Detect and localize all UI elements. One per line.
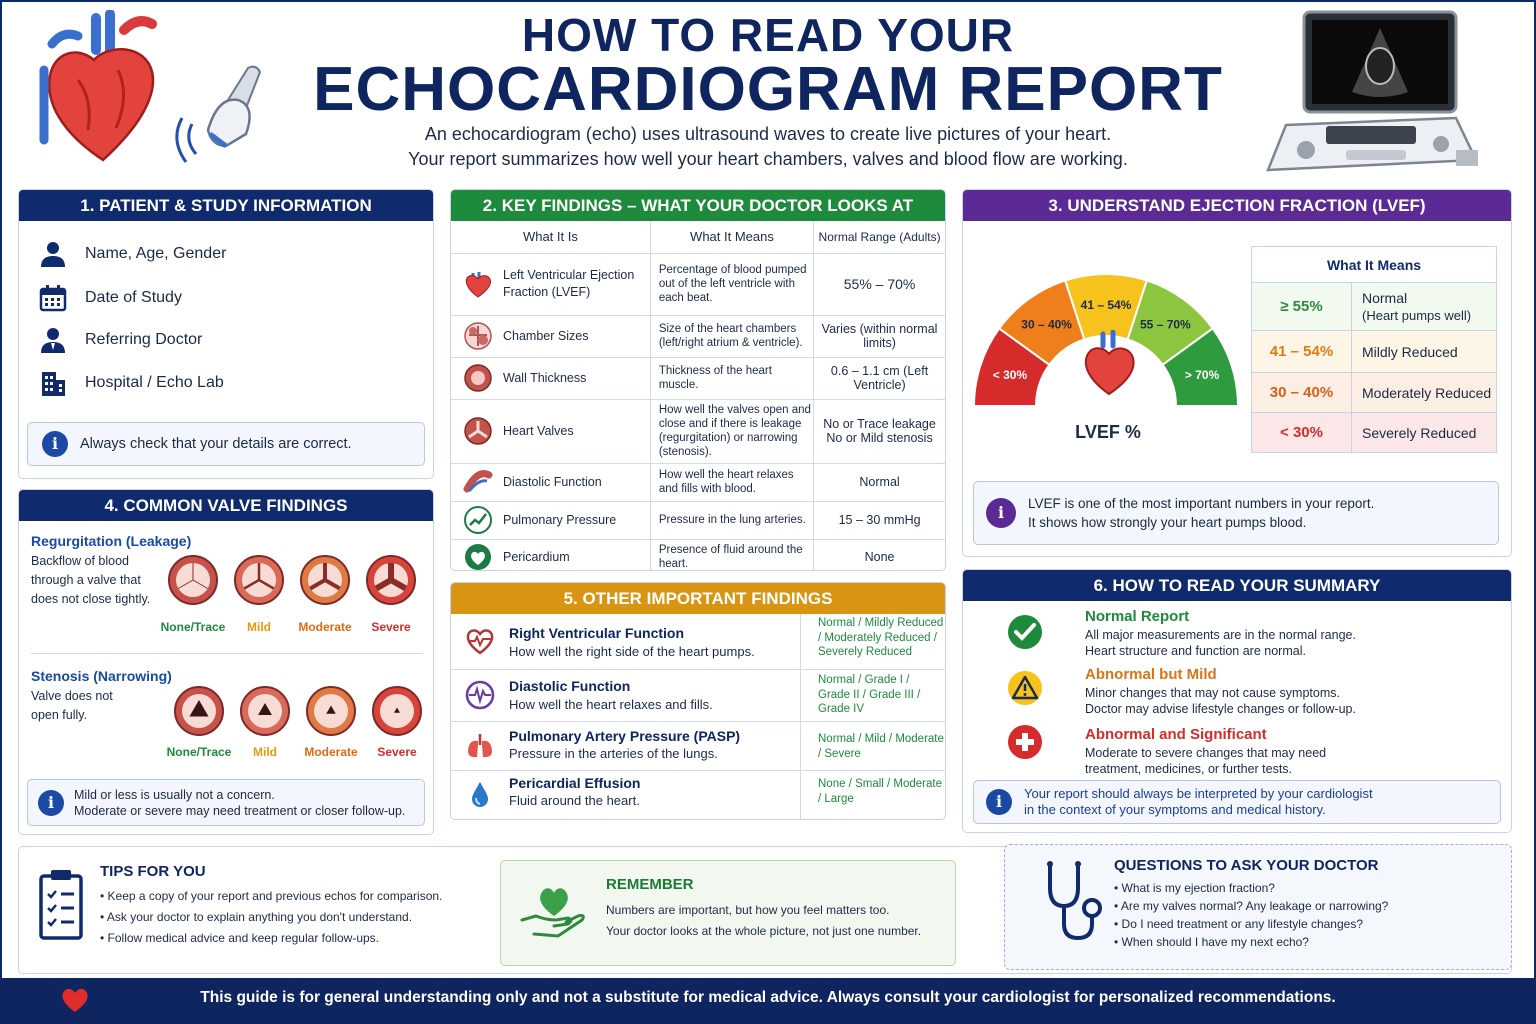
gauge-segment-label: 41 – 54% [1080,298,1132,312]
patient-item-doctor [39,326,202,354]
finding-meaning: How well the heart relaxes and fills with blood. [650,463,813,501]
valve-grade-label: Moderate [298,620,352,634]
other-finding-range: Normal / Mildly Reduced / Moderately Reduced / Severely Reduced [818,617,944,658]
finding-range: Varies (within normal limits) [814,315,945,357]
finding-range: 55% – 70% [814,253,945,315]
desc-line: open fully. [31,708,88,722]
other-finding-title: Pulmonary Artery Pressure (PASP) [509,728,741,744]
lvef-table-header: What It Means [1252,247,1497,283]
summary-note-box [973,780,1501,824]
check-icon [1007,614,1043,650]
gauge-segment-label: < 30% [992,367,1028,382]
info-icon: i [986,789,1012,815]
table-row [451,315,945,357]
list-item: • Follow medical advice and keep regular follow-ups. [100,931,380,945]
lvef-range: ≥ 55% [1252,283,1352,331]
pericardium-icon [463,542,493,571]
regurgitation-valve-icon [167,554,219,606]
finding-range: 0.6 – 1.1 cm (Left Ventricle) [814,357,945,399]
valve-grade-label: Mild [247,620,271,634]
disclaimer-text: This guide is for general understanding only and not a substitute for medical advice. Always consult your cardiologist for personalized recommendations. [200,989,1336,1006]
finding-meaning: Thickness of the heart muscle. [650,357,813,399]
summary-item-title: Abnormal but Mild [1085,666,1217,683]
tips-title: TIPS FOR YOU [100,863,206,880]
other-finding-title: Diastolic Function [509,678,631,694]
pressure-chart-icon [463,505,493,535]
patient-note: Always check that your details are correct. [80,436,352,452]
info-icon: i [986,498,1016,528]
finding-name: Wall Thickness [503,371,587,385]
table-row [451,501,945,539]
other-findings-title: 5. OTHER IMPORTANT FINDINGS [451,583,945,614]
gauge-heart-icon [1081,330,1137,396]
regurgitation-valve-icon [233,554,285,606]
remember-title: REMEMBER [606,876,694,893]
desc-line: Heart structure and function are normal. [1085,644,1306,658]
table-row [451,253,945,315]
lvef-meaning: Mildly Reduced [1352,331,1497,373]
patient-item-label: Name, Age, Gender [85,245,227,262]
table-row [1252,331,1497,373]
subtitle-line-2: Your report summarizes how well your heart chambers, valves and blood flow are working. [408,149,1128,169]
lvef-meaning-detail: (Heart pumps well) [1362,307,1472,323]
summary-note-line-1: Your report should always be interpreted by your cardiologist [1024,786,1373,801]
calendar-icon [39,284,67,312]
list-item [451,771,945,820]
valve-findings-title: 4. COMMON VALVE FINDINGS [19,490,433,521]
lvef-meaning-table [1251,246,1497,453]
person-icon [39,240,67,268]
table-row [451,539,945,571]
desc-line: Backflow of blood [31,554,129,568]
desc-line: Valve does not [31,689,113,703]
lvef-meaning: Moderately Reduced [1352,373,1497,413]
column-header: What It Is [451,221,650,253]
divider [31,653,423,654]
patient-item-label: Date of Study [85,289,182,306]
other-finding-title: Right Ventricular Function [509,625,685,641]
list-item: • Keep a copy of your report and previous echos for comparison. [100,889,443,903]
finding-meaning: Presence of fluid around the heart. [650,539,813,571]
list-item [451,722,945,771]
header [0,0,1536,185]
info-icon: i [38,790,64,816]
table-row [451,357,945,399]
patient-item-label: Referring Doctor [85,331,203,348]
finding-range: No or Trace leakage No or Mild stenosis [814,399,945,463]
subtitle-line-1: An echocardiogram (echo) uses ultrasound waves to create live pictures of your heart. [424,124,1112,144]
tips-list [100,886,442,949]
stenosis-title: Stenosis (Narrowing) [31,668,172,684]
patient-item-hospital [39,369,224,397]
heart-muscle-icon [463,363,493,393]
list-item [451,614,945,670]
finding-meaning: Pressure in the lung arteries. [650,501,813,539]
valve-grade-label: Moderate [304,745,358,759]
valve-grade-label: None/Trace [166,745,232,759]
medical-cross-icon [1007,724,1043,760]
questions-list [1114,879,1388,951]
stenosis-valve-icon [305,685,357,737]
summary-panel [962,569,1512,833]
title-line-2: ECHOCARDIOGRAM REPORT [313,55,1223,124]
regurgitation-valve-icon [365,554,417,606]
remember-line: Numbers are important, but how you feel matters too. [606,903,890,917]
list-item [451,670,945,722]
other-findings-panel [450,582,946,820]
lvef-range: 30 – 40% [1252,373,1352,413]
lvef-range: < 30% [1252,413,1352,453]
table-row [451,463,945,501]
remember-line: Your doctor looks at the whole picture, not just one number. [606,924,922,938]
valve-grade-label: Severe [377,745,417,759]
regurgitation-valve-icon [299,554,351,606]
heart-icon [463,269,493,299]
finding-range: None [864,550,895,565]
valve-note-box [27,779,425,826]
summary-item-desc [1085,685,1356,717]
list-item: • When should I have my next echo? [1114,935,1309,949]
patient-info-title: 1. PATIENT & STUDY INFORMATION [19,190,433,221]
key-findings-title: 2. KEY FINDINGS – WHAT YOUR DOCTOR LOOKS AT [451,190,945,221]
patient-note-box [27,422,425,466]
gauge-segment-label: 30 – 40% [1021,317,1072,332]
stenosis-valve-icon [239,685,291,737]
info-icon: i [42,431,68,457]
list-item: • Ask your doctor to explain anything you don't understand. [100,910,413,924]
desc-line: Moderate to severe changes that may need [1085,746,1327,760]
heart-valve-icon [463,416,493,446]
summary-item-desc [1085,627,1356,659]
desc-line: treatment, medicines, or further tests. [1085,762,1293,776]
key-findings-panel [450,189,946,571]
summary-note-line-2: in the context of your symptoms and medical history. [1024,802,1326,817]
finding-name: Pulmonary Pressure [503,513,617,527]
summary-item-desc [1085,745,1326,777]
clipboard-icon [38,866,84,942]
finding-name: Pericardium [503,550,570,565]
lvef-note-box [973,481,1499,545]
heart-icon [60,986,90,1013]
valve-grade-label: Mild [253,745,277,759]
list-item: • What is my ejection fraction? [1114,881,1275,895]
desc-line: does not close tightly. [31,592,151,606]
stenosis-valve-icon [173,685,225,737]
valve-findings-panel [18,489,434,835]
lvef-meaning: Normal [1362,289,1408,306]
patient-item-name [39,240,226,268]
valve-grade-label: Severe [371,620,411,634]
table-header-row [451,221,945,253]
table-row [1252,283,1497,331]
finding-range: 15 – 30 mmHg [814,501,945,539]
fluid-drop-icon [465,779,495,809]
gauge-segment-label: > 70% [1184,367,1220,382]
finding-name: Chamber Sizes [503,329,589,343]
other-finding-desc: Pressure in the arteries of the lungs. [509,746,718,761]
stenosis-description [31,687,113,725]
other-finding-title: Pericardial Effusion [509,775,641,791]
other-finding-desc: How well the right side of the heart pumps. [509,644,755,659]
column-header: What It Means [650,221,813,253]
table-row [1252,373,1497,413]
other-finding-desc: Fluid around the heart. [509,793,640,808]
column-header: Normal Range (Adults) [814,221,945,253]
summary-item-title: Abnormal and Significant [1085,726,1267,743]
desc-line: Doctor may advise lifestyle changes or follow-up. [1085,702,1356,716]
valve-note-line-2: Moderate or severe may need treatment or closer follow-up. [74,803,406,818]
summary-title: 6. HOW TO READ YOUR SUMMARY [963,570,1511,601]
heart-in-hand-icon [518,876,588,942]
other-finding-range: Normal / Mild / Moderate / Severe [818,733,944,760]
echo-machine-icon [1256,10,1481,180]
list-item: • Do I need treatment or any lifestyle changes? [1114,917,1364,931]
blood-flow-icon [463,467,493,497]
regurgitation-title: Regurgitation (Leakage) [31,533,192,549]
lvef-note-line-2: It shows how strongly your heart pumps blood. [1028,515,1307,530]
ejection-fraction-title: 3. UNDERSTAND EJECTION FRACTION (LVEF) [963,190,1511,221]
questions-title: QUESTIONS TO ASK YOUR DOCTOR [1114,857,1379,874]
waveform-icon [465,680,495,710]
finding-name: Left Ventricular Ejection Fraction (LVEF) [503,268,635,299]
ejection-fraction-panel [962,189,1512,557]
heart-cross-section-icon [463,321,493,351]
list-item: • Are my valves normal? Any leakage or narrowing? [1114,899,1389,913]
stenosis-valve-icon [371,685,423,737]
doctor-icon [39,326,67,354]
stethoscope-icon [1040,858,1104,948]
title-line-1: HOW TO READ YOUR [521,9,1015,61]
lvef-note-line-1: LVEF is one of the most important numbers in your report. [1028,496,1375,511]
heartbeat-icon [465,626,495,656]
table-row [1252,413,1497,453]
desc-line: through a valve that [31,573,141,587]
valve-note-line-1: Mild or less is usually not a concern. [74,787,275,802]
remember-text [606,900,921,942]
other-finding-range: None / Small / Moderate / Large [818,778,943,805]
patient-info-panel [18,189,434,479]
patient-item-label: Hospital / Echo Lab [85,374,224,391]
table-row [451,399,945,463]
other-finding-range: Normal / Grade I / Grade II / Grade III / Grade IV [818,674,921,715]
disclaimer-footer [0,978,1536,1024]
summary-item-title: Normal Report [1085,608,1190,625]
regurgitation-description [31,552,150,609]
valve-grade-label: None/Trace [160,620,226,634]
gauge-segment-label: 55 – 70% [1140,317,1191,332]
lungs-icon [465,731,495,761]
other-finding-desc: How well the heart relaxes and fills. [509,697,713,712]
finding-name: Diastolic Function [503,475,602,489]
desc-line: All major measurements are in the normal range. [1085,628,1356,642]
patient-item-date [39,284,182,312]
finding-meaning: Size of the heart chambers (left/right atrium & ventricle). [650,315,813,357]
finding-name: Heart Valves [503,424,574,438]
desc-line: Minor changes that may not cause symptoms. [1085,686,1340,700]
lvef-meaning: Severely Reduced [1362,424,1477,441]
gauge-label: LVEF % [1075,422,1141,442]
finding-range: Normal [814,463,945,501]
hospital-icon [39,369,67,397]
lvef-range: 41 – 54% [1252,331,1352,373]
finding-meaning: Percentage of blood pumped out of the left ventricle with each beat. [650,253,813,315]
finding-meaning: How well the valves open and close and if there is leakage (regurgitation) or narrowing (stenosis). [650,399,813,463]
key-findings-table [451,221,945,571]
warning-icon [1007,670,1043,706]
